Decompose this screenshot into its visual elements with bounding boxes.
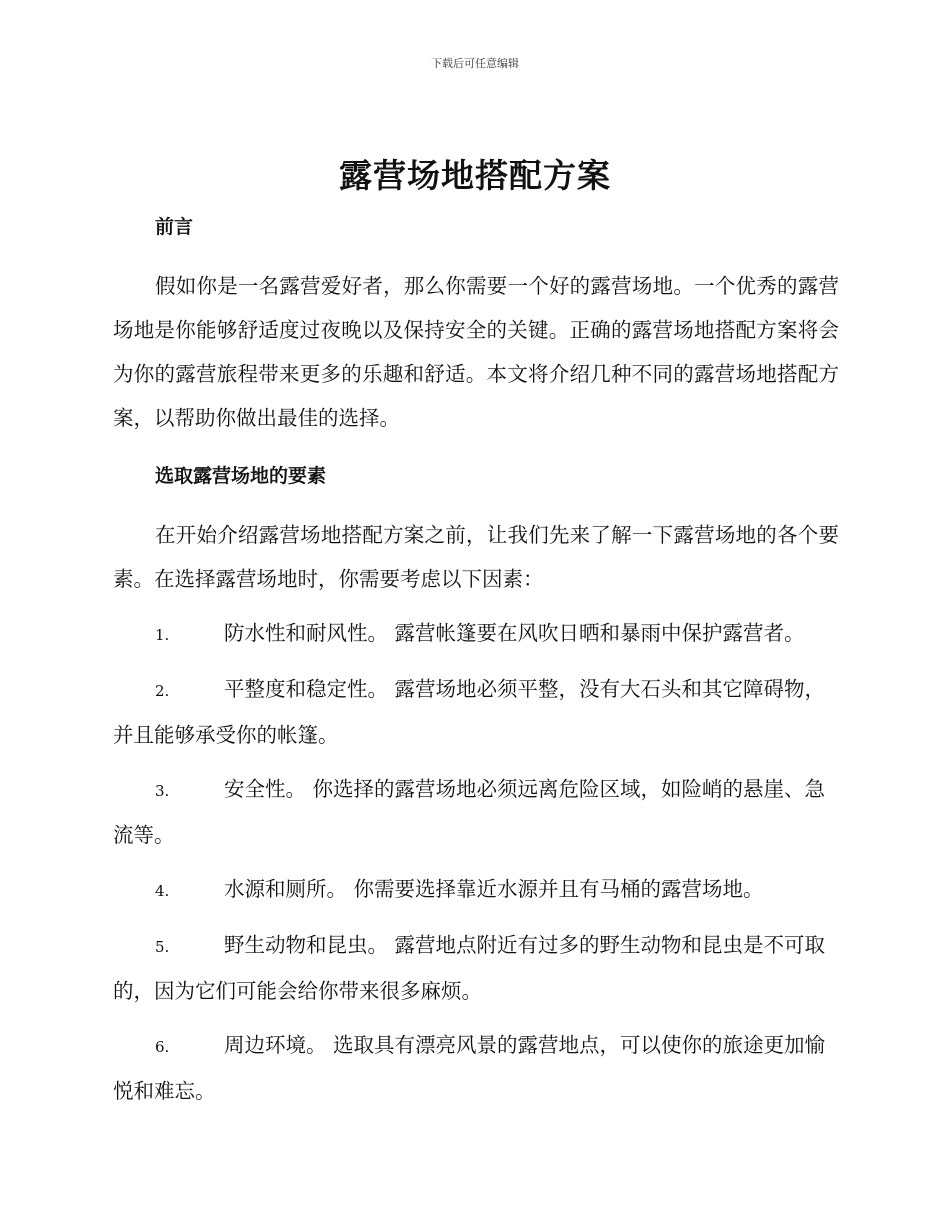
document-body — [113, 205, 839, 1123]
section-heading-elements: 选取露营场地的要素 — [155, 465, 327, 487]
preface-paragraph: 假如你是一名露营爱好者，那么你需要一个好的露营场地。一个优秀的露营场地是你能够舒适度过夜晚以及保持安全的关键。正确的露营场地搭配方案将会为你的露营旅程带来更多的乐趣和舒适。本文将介绍几种不同的露营场地搭配方案，以帮助你做出最佳的选择。 — [113, 274, 839, 430]
list-text: 水源和厕所。 你需要选择靠近水源并且有马桶的露营场地。 — [224, 877, 764, 901]
list-item — [113, 767, 839, 857]
list-item — [113, 1023, 839, 1113]
list-item — [113, 667, 839, 757]
elements-intro-paragraph: 在开始介绍露营场地搭配方案之前，让我们先来了解一下露营场地的各个要素。在选择露营场地时，你需要考虑以下因素： — [113, 523, 839, 591]
list-text: 野生动物和昆虫。 露营地点附近有过多的野生动物和昆虫是不可取的，因为它们可能会给你带来很多麻烦。 — [113, 933, 826, 1003]
list-item — [113, 923, 839, 1013]
document-title: 露营场地搭配方案 — [339, 156, 611, 195]
list-number: 2. — [155, 682, 170, 700]
section-heading-preface: 前言 — [155, 216, 194, 238]
header-note: 下载后可任意编辑 — [431, 57, 519, 70]
list-text: 防水性和耐风性。 露营帐篷要在风吹日晒和暴雨中保护露营者。 — [224, 621, 805, 645]
factor-list — [113, 611, 839, 1113]
list-number: 4. — [155, 882, 170, 900]
list-number: 5. — [155, 938, 170, 956]
list-item — [113, 611, 839, 657]
list-number: 1. — [155, 626, 170, 644]
list-text: 平整度和稳定性。 露营场地必须平整，没有大石头和其它障碍物，并且能够承受你的帐篷。 — [113, 677, 826, 747]
list-text: 安全性。 你选择的露营场地必须远离危险区域，如险峭的悬崖、急流等。 — [113, 777, 826, 847]
list-item — [113, 867, 839, 913]
list-number: 3. — [155, 782, 170, 800]
list-number: 6. — [155, 1038, 170, 1056]
list-text: 周边环境。 选取具有漂亮风景的露营地点，可以使你的旅途更加愉悦和难忘。 — [113, 1033, 826, 1103]
